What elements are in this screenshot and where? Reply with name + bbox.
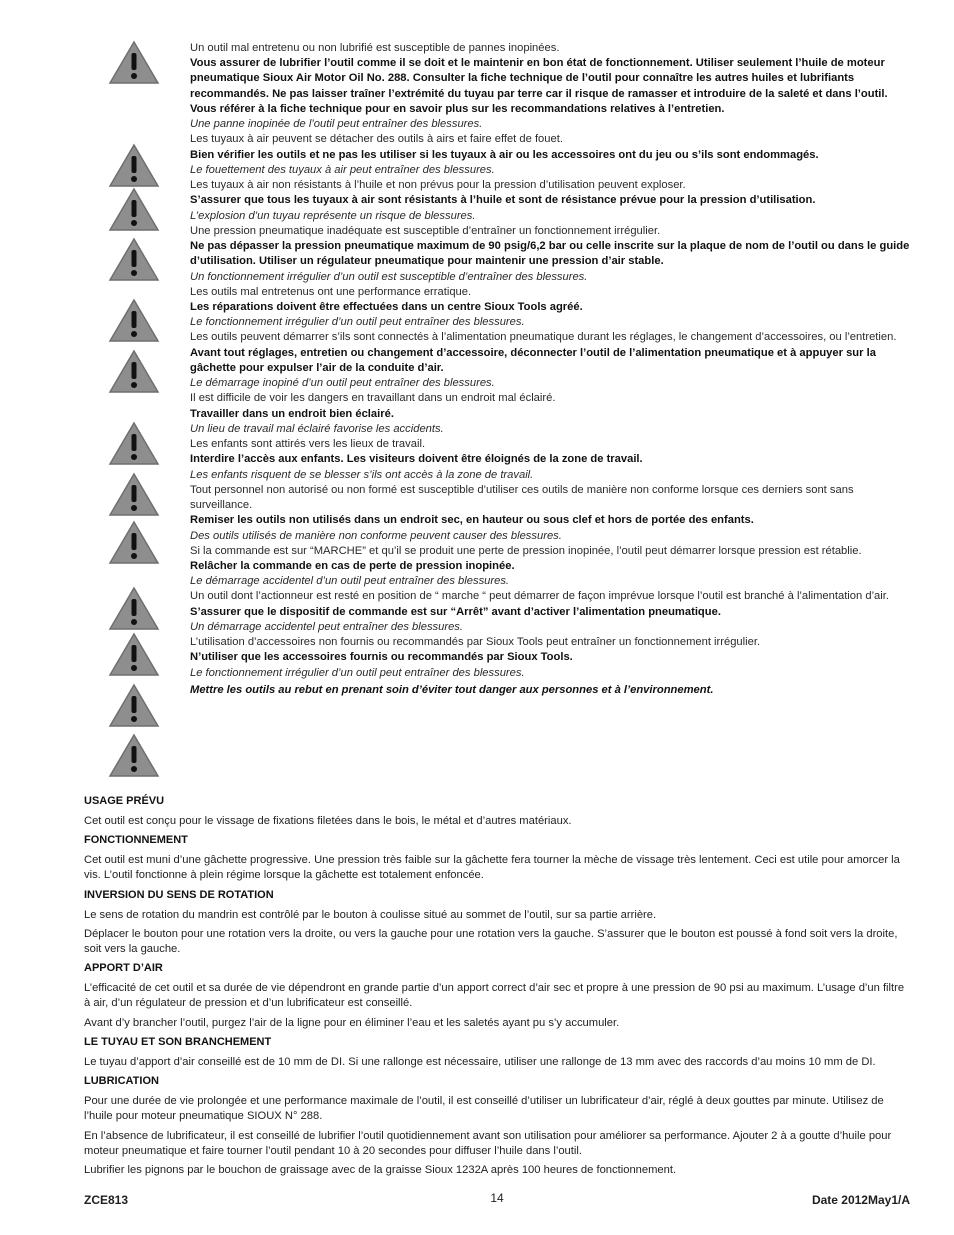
section-paragraph: Avant d’y brancher l’outil, purgez l’air de la ligne pour en éliminer l’eau et les saletés ayant pu s’y accumuler. — [84, 1016, 620, 1029]
section-heading: INVERSION DU SENS DE ROTATION — [84, 888, 274, 901]
warning-action: Avant tout réglages, entretien ou changement d’accessoire, déconnecter l’outil de l’alimentation pneumatique et à appuyer sur la gâchette pour expulser l’air de la conduite d’air. — [190, 346, 876, 374]
warning-consequence: Des outils utilisés de manière non conforme peuvent causer des blessures. — [190, 529, 562, 542]
section-paragraph: Cet outil est conçu pour le vissage de fixations filetées dans le bois, le métal et d’autres matériaux. — [84, 814, 572, 827]
warning-risk: Une pression pneumatique inadéquate est susceptible d’entraîner un fonctionnement irrégulier. — [190, 224, 661, 237]
section-heading: APPORT D’AIR — [84, 962, 163, 975]
warning-triangle-icon — [108, 472, 160, 517]
warning-risk: Un outil mal entretenu ou non lubrifié est susceptible de pannes inopinées. — [190, 42, 560, 54]
warning-action: Remiser les outils non utilisés dans un endroit sec, en hauteur ou sous clef et hors de portée des enfants. — [190, 514, 754, 527]
section-fonctionnement — [84, 833, 910, 883]
warning-block — [190, 132, 910, 178]
section-paragraph: Pour une durée de vie prolongée et une performance maximale de l’outil, il est conseillé d’utiliser un lubrificateur d’air, réglé à deux gouttes par minute. Utilisez de l’huile pour moteur pneumatique SIOUX N° 288. — [84, 1095, 884, 1123]
warning-action: N’utiliser que les accessoires fournis ou recommandés par Sioux Tools. — [190, 651, 573, 664]
warning-consequence: Le démarrage accidentel d’un outil peut entraîner des blessures. — [190, 575, 510, 588]
section-apport-air — [84, 961, 910, 1031]
warning-block — [190, 437, 910, 483]
warning-risk: Un outil dont l’actionneur est resté en position de “ marche “ peut démarrer de façon imprévue lorsque l’outil est branché à l’alimentation d’air. — [190, 590, 889, 603]
warning-action: Bien vérifier les outils et ne pas les utiliser si les tuyaux à air ou les accessoires ont du jeu ou s’ils sont endommagés. — [190, 148, 819, 161]
warning-block — [190, 483, 910, 544]
warning-action: S’assurer que le dispositif de commande est sur “Arrêt” avant d’activer l’alimentation pneumatique. — [190, 605, 721, 618]
warning-risk: Les tuyaux à air non résistants à l’huile et non prévus pour la pression d’utilisation peuvent exploser. — [190, 179, 686, 192]
warning-risk: Les enfants sont attirés vers les lieux de travail. — [190, 438, 426, 451]
revision-date: Date 2012May1/A — [811, 1193, 910, 1207]
warning-action: Ne pas dépasser la pression pneumatique maximum de 90 psig/6,2 bar ou celle inscrite sur la plaque de nom de l’outil ou dans le guide d’utilisation. Utiliser un régulateur pneumatique pour maintenir une pression d’air stable. — [190, 240, 910, 268]
section-paragraph: Déplacer le bouton pour une rotation vers la droite, ou vers la gauche pour une rotation vers la gauche. S’assurer que le bouton est poussé à fond soit vers la droite, soit vers la gauche. — [84, 927, 898, 956]
safety-warnings — [190, 41, 910, 698]
manual-sections — [84, 794, 910, 1182]
warning-risk: Les outils mal entretenus ont une performance erratique. — [190, 285, 472, 298]
page-footer — [84, 1192, 910, 1212]
warning-block — [190, 589, 910, 635]
section-inversion — [84, 888, 910, 958]
warning-risk: Les outils peuvent démarrer s’ils sont connectés à l’alimentation pneumatique durant les réglages, le changement d’accessoires, ou l’entretien. — [190, 331, 897, 344]
section-lubrication — [84, 1074, 910, 1178]
warning-consequence: Les enfants risquent de se blesser s’ils ont accès à la zone de travail. — [190, 468, 534, 481]
warning-consequence: L’explosion d’un tuyau représente un risque de blessures. — [190, 209, 476, 222]
warning-triangle-icon — [108, 520, 160, 565]
page-number: 14 — [490, 1191, 504, 1205]
warning-consequence: Le fonctionnement irrégulier d’un outil peut entraîner des blessures. — [190, 666, 525, 679]
warning-triangle-icon — [108, 40, 160, 85]
section-usage — [84, 794, 910, 829]
warning-block — [190, 285, 910, 331]
warning-risk: Les tuyaux à air peuvent se détacher des outils à airs et faire effet de fouet. — [190, 133, 563, 146]
warning-action: Travailler dans un endroit bien éclairé. — [190, 407, 394, 420]
section-paragraph: Cet outil est muni d’une gâchette progressive. Une pression très faible sur la gâchette fera tourner la mèche de vissage très lentement. Ceci est utile pour amorcer la vis. L’outil fonctionne à plein régime lorsque la gâchette est totalement enfoncée. — [84, 854, 900, 882]
warning-risk: Si la commande est sur “MARCHE” et qu’il se produit une perte de pression inopinée, l’outil peut démarrer lorsque pression est rétablie. — [190, 544, 862, 557]
section-tuyau — [84, 1035, 910, 1070]
warning-block — [190, 544, 910, 590]
warning-block — [190, 330, 910, 391]
model-number: ZCE813 — [84, 1193, 129, 1207]
warning-block — [190, 224, 910, 285]
warning-triangle-icon — [108, 733, 160, 778]
warning-action: Relâcher la commande en cas de perte de pression inopinée. — [190, 559, 515, 572]
warning-triangle-icon — [108, 349, 160, 394]
warning-triangle-icon — [108, 187, 160, 232]
section-heading: USAGE PRÉVU — [84, 795, 165, 807]
warning-triangle-icon — [108, 143, 160, 188]
section-heading: FONCTIONNEMENT — [84, 834, 188, 847]
warning-consequence: Le fonctionnement irrégulier d’un outil peut entraîner des blessures. — [190, 316, 525, 329]
warning-block — [190, 41, 910, 132]
warning-consequence: Le fouettement des tuyaux à air peut entraîner des blessures. — [190, 163, 495, 176]
section-paragraph: Le sens de rotation du mandrin est contrôlé par le bouton à coulisse situé au sommet de l’outil, sur sa partie arrière. — [84, 908, 657, 921]
warning-action: Interdire l’accès aux enfants. Les visiteurs doivent être éloignés de la zone de travail. — [190, 453, 643, 466]
warning-block — [190, 178, 910, 224]
warning-triangle-icon — [108, 683, 160, 728]
warning-risk: Il est difficile de voir les dangers en travaillant dans un endroit mal éclairé. — [190, 392, 556, 405]
warning-consequence: Le démarrage inopiné d’un outil peut entraîner des blessures. — [190, 377, 495, 390]
warning-consequence: Un fonctionnement irrégulier d’un outil est susceptible d’entraîner des blessures. — [190, 270, 588, 283]
section-paragraph: Lubrifier les pignons par le bouchon de graissage avec de la graisse Sioux 1232A après 100 heures de fonctionnement. — [84, 1164, 677, 1176]
warning-triangle-icon — [108, 237, 160, 282]
warning-consequence: Une panne inopinée de l’outil peut entraîner des blessures. — [190, 118, 483, 131]
section-paragraph: Le tuyau d’apport d’air conseillé est de 10 mm de DI. Si une rallonge est nécessaire, utiliser une rallonge de 13 mm avec des raccords d’au moins 10 mm de DI. — [84, 1055, 876, 1068]
warning-action: S’assurer que tous les tuyaux à air sont résistants à l’huile et sont de résistance prévue pour la pression d’utilisation. — [190, 194, 816, 207]
warning-block — [190, 635, 910, 681]
section-heading: LE TUYAU ET SON BRANCHEMENT — [84, 1035, 272, 1048]
warning-triangle-icon — [108, 421, 160, 466]
warning-consequence: Un lieu de travail mal éclairé favorise les accidents. — [190, 422, 444, 435]
final-warning: Mettre les outils au rebut en prenant soin d’éviter tout danger aux personnes et à l’environnement. — [190, 683, 714, 696]
warning-consequence: Un démarrage accidentel peut entraîner des blessures. — [190, 620, 464, 633]
warning-triangle-icon — [108, 298, 160, 343]
warning-block — [190, 391, 910, 437]
warning-risk: L’utilisation d’accessoires non fournis ou recommandés par Sioux Tools peut entraîner un fonctionnement irrégulier. — [190, 636, 761, 649]
warning-triangle-icon — [108, 586, 160, 631]
warning-risk: Tout personnel non autorisé ou non formé est susceptible d’utiliser ces outils de manière non conforme lorsque ces derniers sont sans surveillance. — [190, 483, 854, 512]
section-heading: LUBRICATION — [84, 1075, 159, 1088]
warning-action: Les réparations doivent être effectuées dans un centre Sioux Tools agréé. — [190, 300, 583, 313]
warning-action: Vous assurer de lubrifier l’outil comme il se doit et le maintenir en bon état de fonctionnement. Utiliser seulement l’huile de moteur pneumatique Sioux Air Motor Oil No. 288. Consulter la fiche technique de l’outil pour connaître les autres huiles et lubrifiants recommandés. Ne pas laisser traîner l’extrémité du tuyau par terre car il risque de ramasser et introduire de la saleté et dans l’outil. Vous référer à la fiche technique pour en savoir plus sur les recommandations relatives à l’entretien. — [190, 57, 888, 115]
warning-triangle-icon — [108, 632, 160, 677]
section-paragraph: L’efficacité de cet outil et sa durée de vie dépendront en grande partie d’un apport correct d’air sec et propre à une pression de 90 psi au maximum. L’usage d’un filtre à air, d’un régulateur de pression et d’un lubrificateur est conseillé. — [84, 982, 905, 1010]
section-paragraph: En l’absence de lubrificateur, il est conseillé de lubrifier l’outil quotidiennement avant son utilisation pour améliorer sa performance. Ajouter 2 à a goutte d’huile pour moteur pneumatique et faire tourner l’outil pendant 10 à 20 secondes pour diffuser l’huile dans l’outil. — [84, 1129, 892, 1157]
